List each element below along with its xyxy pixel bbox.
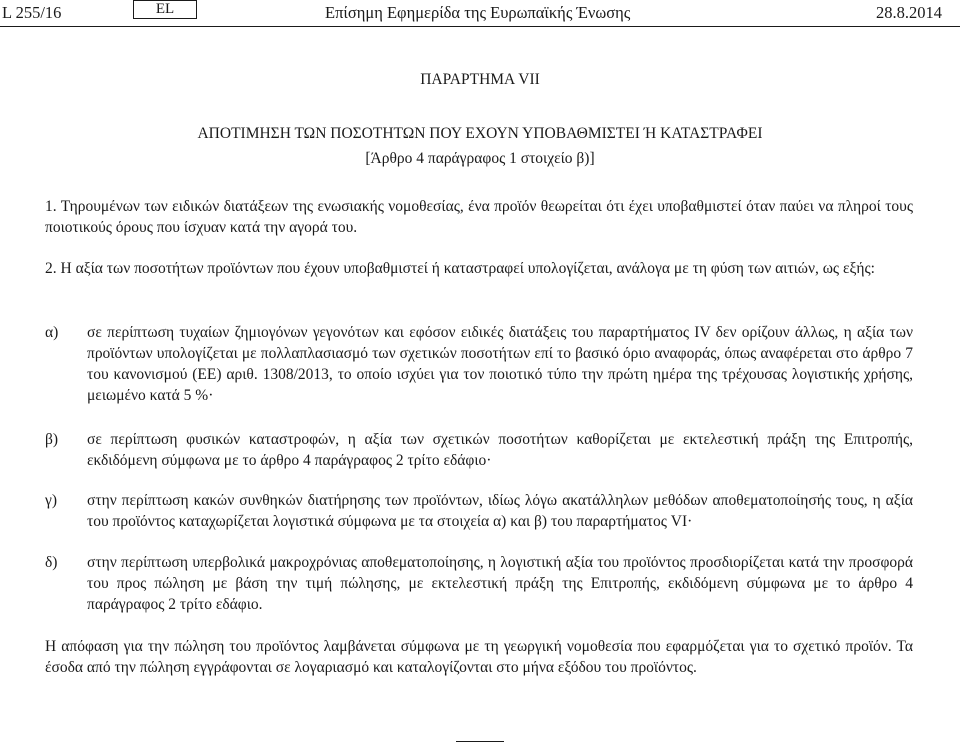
paragraph-1: 1. Τηρουμένων των ειδικών διατάξεων της ενωσιακής νομοθεσίας, ένα προϊόν θεωρείται ότι έχει υποβαθμιστεί όταν παύει να πληροί τους ποιοτικούς όρους που ίσχυαν κατά την αγορά του. — [45, 198, 913, 236]
list-item-text: σε περίπτωση τυχαίων ζημιογόνων γεγονότων και εφόσον ειδικές διατάξεις του παραρτήματος IV δεν ορίζουν άλλως, η αξία των προϊόντων υπολογίζεται με πολλαπλασιασμό των σχετικών ποσοτήτων επί το βασικό όριο αναφοράς, όπως αναφέρεται στο άρθρο 7 του κανονισμού (ΕΕ) αριθ. 1308/2013, το οποίο ισχύει για τον ποιοτικό τύπο την πρώτη ημέρα της τρέχουσας λογιστικής χρήσης, μειωμένο κατά 5 %· — [87, 324, 913, 404]
list-item-label: γ) — [45, 492, 58, 509]
annex-article-reference: [Άρθρο 4 παράγραφος 1 στοιχείο β)] — [365, 150, 595, 167]
footnote-divider — [456, 741, 504, 742]
list-item-label: α) — [45, 324, 59, 341]
annex-heading: ΑΠΟΤΙΜΗΣΗ ΤΩΝ ΠΟΣΟΤΗΤΩΝ ΠΟΥ ΕΧΟΥΝ ΥΠΟΒΑΘΜΙΣΤΕΙ Ή ΚΑΤΑΣΤΡΑΦΕΙ — [197, 125, 763, 142]
list-item-text: σε περίπτωση φυσικών καταστροφών, η αξία των σχετικών ποσοτήτων καθορίζεται με εκτελεστική πράξη της Επιτροπής, εκδιδόμενη σύμφωνα με το άρθρο 4 παράγραφος 2 τρίτο εδάφιο· — [87, 431, 913, 469]
list-item — [45, 490, 913, 532]
closing-paragraph: Η απόφαση για την πώληση του προϊόντος λαμβάνεται σύμφωνα με τη γεωργική νομοθεσία που εφαρμόζεται για το σχετικό προϊόν. Τα έσοδα από την πώληση εγγράφονται σε λογαριασμό και καταλογίζονται στο μήνα εξόδου του προϊόντος. — [45, 638, 913, 676]
paragraph-2: 2. Η αξία των ποσοτήτων προϊόντων που έχουν υποβαθμιστεί ή καταστραφεί υπολογίζεται, ανάλογα με τη φύση των αιτιών, ως εξής: — [45, 260, 875, 277]
header-divider — [0, 26, 960, 27]
page-reference: L 255/16 — [2, 3, 62, 22]
publication-date: 28.8.2014 — [876, 3, 942, 22]
list-item — [45, 429, 913, 471]
journal-header — [0, 0, 960, 32]
list-item-label: β) — [45, 431, 59, 448]
list-item — [45, 552, 913, 615]
journal-title: Επίσημη Εφημερίδα της Ευρωπαϊκής Ένωσης — [325, 3, 631, 22]
annex-title: ΠΑΡΑΡΤΗΜΑ VII — [420, 71, 540, 88]
list-item-text: στην περίπτωση κακών συνθηκών διατήρησης των προϊόντων, ιδίως λόγω ακατάλληλων μεθόδων αποθεματοποίησής τους, η αξία του προϊόντος καταχωρίζεται λογιστικά σύμφωνα με τα στοιχεία α) και β) του παραρτήματος VI· — [87, 492, 913, 530]
list-item — [45, 322, 913, 406]
list-item-text: στην περίπτωση υπερβολικά μακροχρόνιας αποθεματοποίησης, η λογιστική αξία του προϊόντος προσδιορίζεται κατά την προσφορά του προς πώληση με βάση την τιμή πώλησης, με εκτελεστική πράξη της Επιτροπής, εκδιδόμενη σύμφωνα με το άρθρο 4 παράγραφος 2 τρίτο εδάφιο. — [87, 554, 913, 613]
list-item-label: δ) — [45, 554, 58, 571]
language-badge: EL — [133, 0, 197, 19]
